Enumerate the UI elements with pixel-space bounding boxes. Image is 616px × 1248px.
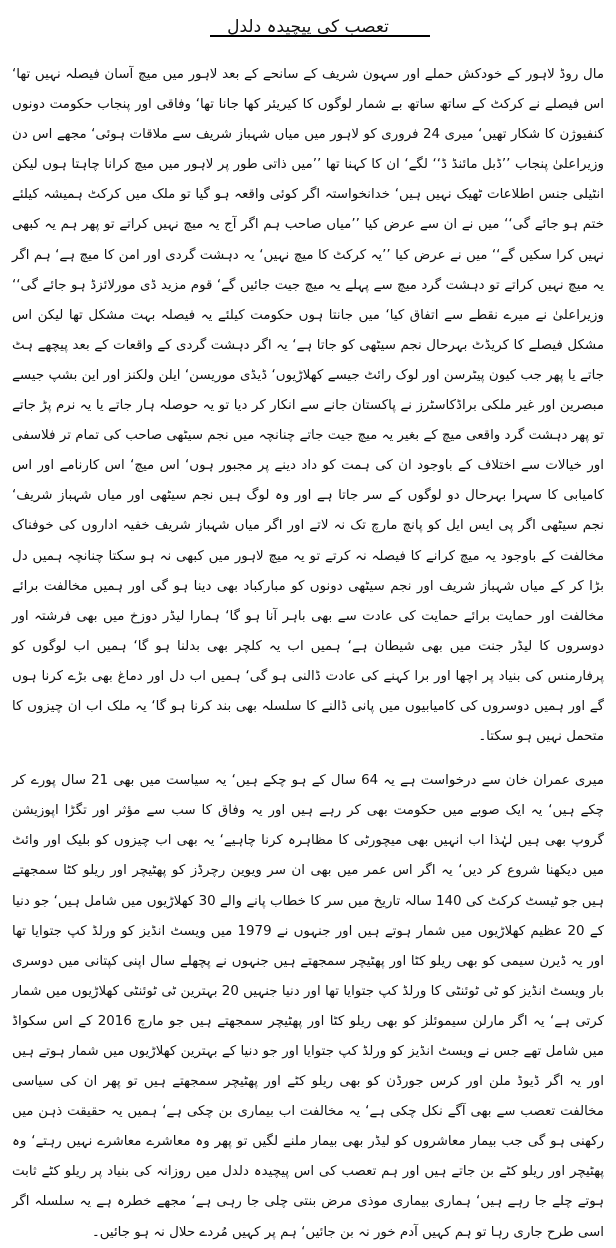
paragraph-1: مال روڈ لاہور کے خودکش حملے اور سہون شریف کے سانحے کے بعد لاہور میں میچ آسان فیصلہ نہیں تھا‘ اس فیصلے نے کرکٹ کے ساتھ ساتھ بے شمار لوگوں کا کیریئر کھا جانا تھا‘ وفاقی اور پنجاب حکومت دونوں کنفیوژن کا شکار تھیں‘ میری 24 فروری کو لاہور میں میاں شہباز شریف سے ملاقات ہوئی‘ مجھے اس دن وزیراعلیٰ پنجاب ’’ڈبل مائنڈ ڈ‘‘ لگے‘ ان کا کہنا تھا ’’میں ذاتی طور پر لاہور میں میچ کرانا چاہتا ہوں لیکن انٹیلی جنس اطلاعات ٹھیک نہیں ہیں‘ خدانخواستہ اگر کوئی واقعہ ہو گیا تو ملک میں کرکٹ ہمیشہ کیلئے ختم ہو جائے گی‘‘ میں نے ان سے عرض کیا ’’میاں صاحب ہم اگر آج یہ میچ نہیں کراتے تو پھر ہم یہ کبھی نہیں کرا سکیں گے‘‘ میں نے عرض کیا ’’یہ کرکٹ کا میچ نہیں‘ یہ دہشت گردی اور امن کا میچ ہے‘ ہم اگر یہ میچ نہیں کراتے تو دہشت گرد میچ سے پہلے یہ میچ جیت جائیں گے‘ قوم مزید ڈی مورلائزڈ ہو جائے گی‘‘ وزیراعلیٰ نے میرے نقطے سے اتفاق کیا‘ میں جانتا ہوں حکومت کیلئے یہ فیصلہ بہت مشکل تھا لیکن اس مشکل فیصلے کا کریڈٹ بہرحال نجم سیٹھی کو جاتا ہے‘ یہ اگر دہشت گردی کے واقعات کے بعد پیچھے ہٹ جاتے یا پھر جب کیون پیٹرسن اور لوک رائٹ جیسے کھلاڑیوں‘ ڈیڈی موریسن‘ ایلن ولکنز اور این بشپ جیسے مبصرین اور غیر ملکی براڈکاسٹرز نے پاکستان جانے سے انکار کر دیا تو یہ حوصلہ ہار جاتے یا یہ نرم پڑ جاتے تو پھر دہشت گرد واقعی میچ کے بغیر یہ میچ جیت جاتے چنانچہ میں نجم سیٹھی صاحب کی تمام تر فلاسفی اور خیالات سے اختلاف کے باوجود ان کی ہمت کو داد دینے پر مجبور ہوں‘ اس میچ‘ اس کارنامے اور اس کامیابی کا سہرا بہرحال دو لوگوں کے سر جاتا ہے اور وہ لوگ ہیں نجم سیٹھی اور میاں شہباز شریف‘ نجم سیٹھی اگر پی ایس ایل کو پانچ مارچ تک نہ لاتے اور اگر میاں شہباز شریف خفیہ اداروں کی خوفناک مخالفت کے باوجود یہ میچ کرانے کا فیصلہ نہ کرتے تو یہ میچ لاہور میں کبھی نہ ہو سکتا چنانچہ ہمیں دل بڑا کر کے میاں شہباز شریف اور نجم سیٹھی دونوں کو مبارکباد بھی دینا ہو گی اور ہمیں مخالفت برائے مخالفت اور حمایت برائے حمایت کی عادت سے بھی باہر آنا ہو گا‘ ہمارا لیڈر دوزخ میں بھی فرشتہ اور دوسروں کا لیڈر جنت میں بھی شیطان ہے‘ ہمیں اب یہ کلچر بھی بدلنا ہو گا‘ ہمیں اب لوگوں کو پرفارمنس کی بنیاد پر اچھا اور برا کہنے کی عادت ڈالنی ہو گی‘ ہمیں اب دل اور دماغ بھی بڑے کرنا ہوں گے اور ہمیں دوسروں کی کامیابیوں میں پانی ڈالنے کا سلسلہ بھی بند کرنا ہو گا‘ یہ ملک اب ان چیزوں کا متحمل نہیں ہو سکتا۔ [12,67,604,745]
title-underline [210,35,430,37]
title-block [12,4,604,38]
paragraph-2: میری عمران خان سے درخواست ہے یہ 64 سال کے ہو چکے ہیں‘ یہ سیاست میں بھی 21 سال پورے کر چکے ہیں‘ یہ ایک صوبے میں حکومت بھی کر رہے ہیں اور یہ وفاق کا سب سے مؤثر اور تگڑا اپوزیشن گروپ بھی ہیں لہٰذا اب انہیں بھی میچورٹی کا مظاہرہ کرنا چاہیے‘ یہ بھی اب چیزوں کو بلیک اور وائٹ میں دیکھنا شروع کر دیں‘ یہ اگر اس عمر میں بھی ان سر ویوین رچرڈز کو پھٹیچر اور ریلو کٹا سمجھتے ہیں جو ٹیسٹ کرکٹ کی 140 سالہ تاریخ میں سر کا خطاب پانے والے 30 کھلاڑیوں میں شامل ہیں‘ جو دنیا کے 20 عظیم کھلاڑیوں میں شمار ہوتے ہیں اور جنہوں نے 1979 میں ویسٹ انڈیز کو ورلڈ کپ جتوایا تھا اور یہ ڈیرن سیمی کو بھی ریلو کٹا اور پھٹیچر سمجھتے ہیں جنہوں نے پچھلے سال اپنی کپتانی میں دوسری بار ویسٹ انڈیز کو ٹی ٹوئنٹی کا ورلڈ کپ جتوایا تھا اور دنیا جنہیں 20 بہترین ٹی ٹوئنٹی کھلاڑیوں میں شمار کرتی ہے‘ یہ اگر مارلن سیموئلز کو بھی ریلو کٹا اور پھٹیچر سمجھتے ہیں جو مارچ 2016 کے اس سکواڈ میں شامل تھے جس نے ویسٹ انڈیز کو ورلڈ کپ جتوایا اور جو دنیا کے بہترین کھلاڑیوں میں شمار ہوتے ہیں اور یہ اگر ڈیوڈ ملن اور کرس جورڈن کو بھی ریلو کٹے اور پھٹیچر سمجھتے ہیں تو پھر ان کی سیاسی مخالفت تعصب سے بھی آگے نکل چکی ہے‘ یہ مخالفت اب بیماری بن چکی ہے‘ ہمیں یہ حقیقت ذہن میں رکھنی ہو گی جب بیمار معاشروں کو لیڈر بھی بیمار ملنے لگیں تو پھر وہ معاشرے معاشرے نہیں رہتے‘ وہ پھٹیچر اور ریلو کٹے بن جاتے ہیں اور ہم تعصب کی اس پیچیدہ دلدل میں روزانہ کی بنیاد پر ریلو کٹے ثابت ہوتے چلے جا رہے ہیں‘ ہماری بیماری موذی مرض بنتی چلی جا رہی ہے‘ مجھے خطرہ ہے یہ سلسلہ اگر اسی طرح جاری رہا تو ہم کہیں آدم خور نہ بن جائیں‘ ہم پر کہیں مُردے حلال نہ ہو جائیں۔ [12,773,605,1240]
article-title: تعصب کی پیچیدہ دلدل [227,17,389,38]
article-body [12,60,604,1248]
